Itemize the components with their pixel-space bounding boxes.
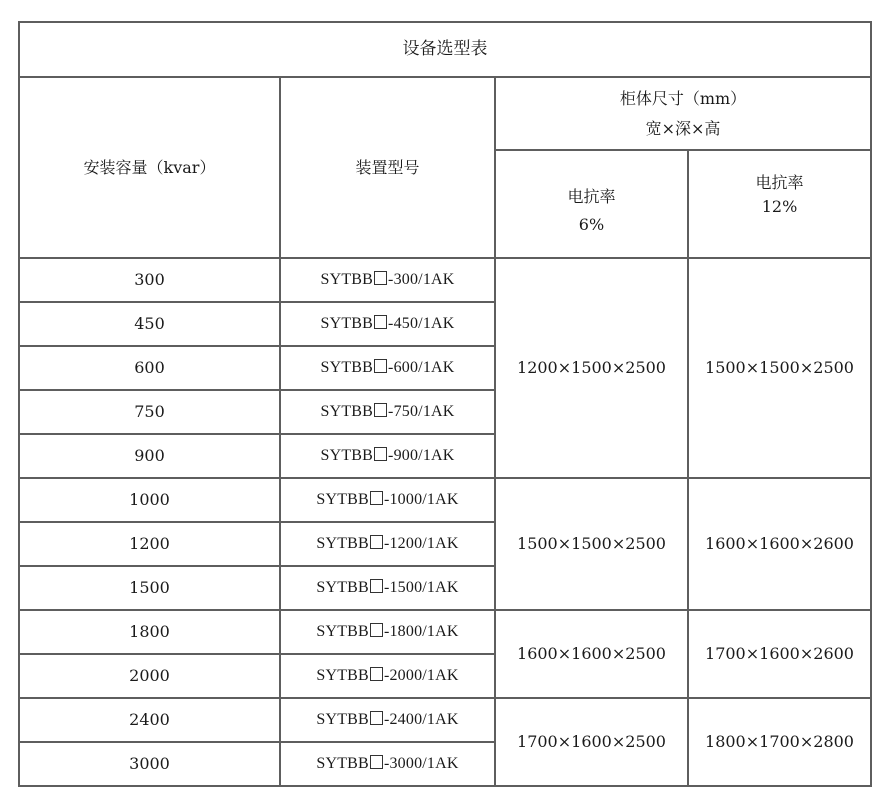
model-prefix: SYTBB [320,447,374,464]
model-prefix: SYTBB [320,271,374,288]
capacity-cell: 300 [19,258,280,302]
dimension-6pct-cell: 1500×1500×2500 [495,478,688,610]
header-rate-6 [495,150,688,258]
capacity-cell: 750 [19,390,280,434]
model-suffix: -300/1AK [388,271,455,288]
model-suffix: -900/1AK [388,447,455,464]
capacity-cell: 3000 [19,742,280,786]
model-cell [280,478,495,522]
placeholder-box-icon [370,579,383,593]
placeholder-box-icon [370,667,383,681]
dimension-12pct-cell: 1800×1700×2800 [688,698,871,786]
header-dimensions [495,77,871,150]
capacity-cell: 1200 [19,522,280,566]
model-cell [280,258,495,302]
capacity-cell: 900 [19,434,280,478]
model-cell [280,654,495,698]
header-rate-6-value: 6% [578,215,605,234]
capacity-cell: 450 [19,302,280,346]
model-suffix: -1500/1AK [383,579,459,596]
model-cell [280,742,495,786]
capacity-cell: 2400 [19,698,280,742]
table-title: 设备选型表 [19,22,871,77]
model-cell [280,434,495,478]
model-cell [280,610,495,654]
placeholder-box-icon [374,403,387,417]
model-suffix: -1000/1AK [383,491,459,508]
model-prefix: SYTBB [316,579,369,596]
table-row [19,698,871,742]
model-suffix: -600/1AK [388,359,455,376]
model-suffix: -450/1AK [388,315,455,332]
header-dimensions-title: 柜体尺寸（mm） [619,88,747,108]
dimension-6pct-cell: 1200×1500×2500 [495,258,688,478]
model-cell [280,566,495,610]
header-rate-12-label: 电抗率 [755,173,804,192]
header-dimensions-order: 宽×深×高 [645,118,721,138]
model-cell [280,302,495,346]
model-prefix: SYTBB [316,667,369,684]
dimension-12pct-cell: 1500×1500×2500 [688,258,871,478]
table-row [19,478,871,522]
capacity-cell: 600 [19,346,280,390]
model-suffix: -2400/1AK [383,711,459,728]
model-prefix: SYTBB [316,491,369,508]
header-rate-6-label: 电抗率 [567,187,616,206]
capacity-cell: 1500 [19,566,280,610]
dimension-6pct-cell: 1700×1600×2500 [495,698,688,786]
header-capacity: 安装容量（kvar） [19,77,280,258]
capacity-cell: 2000 [19,654,280,698]
placeholder-box-icon [374,315,387,329]
model-cell [280,522,495,566]
header-rate-12 [688,150,871,258]
placeholder-box-icon [374,359,387,373]
model-prefix: SYTBB [320,403,374,420]
dimension-12pct-cell: 1600×1600×2600 [688,478,871,610]
model-suffix: -3000/1AK [383,755,459,772]
equipment-selection-table [18,21,872,787]
capacity-cell: 1800 [19,610,280,654]
placeholder-box-icon [370,535,383,549]
model-cell [280,346,495,390]
table-row [19,258,871,302]
placeholder-box-icon [370,711,383,725]
dimension-12pct-cell: 1700×1600×2600 [688,610,871,698]
model-suffix: -1200/1AK [383,535,459,552]
model-cell [280,698,495,742]
placeholder-box-icon [370,491,383,505]
model-cell [280,390,495,434]
model-suffix: -750/1AK [388,403,455,420]
header-model: 装置型号 [280,77,495,258]
model-prefix: SYTBB [316,755,369,772]
model-prefix: SYTBB [316,711,369,728]
table-row [19,610,871,654]
capacity-cell: 1000 [19,478,280,522]
model-prefix: SYTBB [320,359,374,376]
model-prefix: SYTBB [316,535,369,552]
placeholder-box-icon [374,447,387,461]
placeholder-box-icon [370,755,383,769]
placeholder-box-icon [370,623,383,637]
model-prefix: SYTBB [316,623,369,640]
model-prefix: SYTBB [320,315,374,332]
header-rate-12-value: 12% [761,197,798,216]
dimension-6pct-cell: 1600×1600×2500 [495,610,688,698]
model-suffix: -2000/1AK [383,667,459,684]
placeholder-box-icon [374,271,387,285]
model-suffix: -1800/1AK [383,623,459,640]
